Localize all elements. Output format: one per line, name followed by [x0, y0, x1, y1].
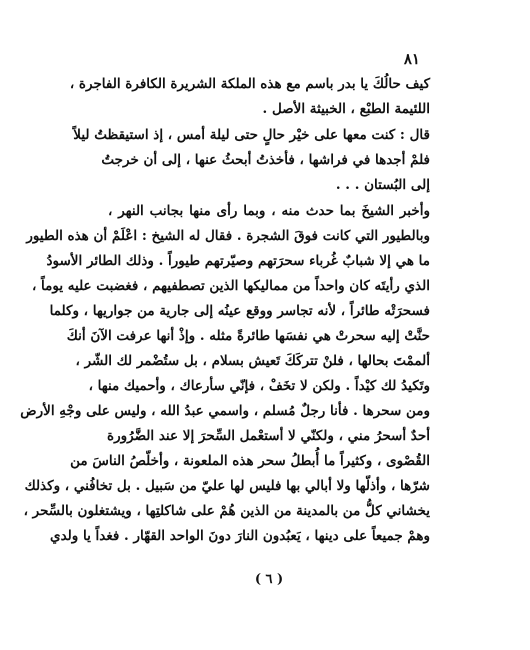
text-line: شرّها ، وأذلّها ولا أبالي بها فليس لها عليّ من سَبيل . بل تخافُني ، وكذلك [24, 478, 430, 494]
text-line: فلمْ أجدها في فراشها ، فأخذتُ أبحثُ عنها ، إلى أن خرجتُ [101, 152, 430, 168]
signature-mark: ( ٦ ) [254, 572, 284, 587]
text-line: وهمْ جميعاً على دينها ، يَعبُدون النارَ دونَ الواحد القهّار . فغداً يا ولدي [50, 528, 430, 544]
text-line: وبالطيور التي كانت فوقَ الشجرة . فقال له الشيخ : اعْلَمْ أن هذه الطيور [26, 228, 430, 244]
text-line: فسحرَتْه طائراً ، لأنه تجاسر ووقع عينُه إلى جارية من جواريها ، وكلما [49, 303, 430, 319]
text-line: الذي رأيتَه كان واحداً من مماليكها الذين تصطفيهم ، فغضبت عليه يوماً ، [31, 278, 430, 294]
paragraph-2 [73, 123, 430, 198]
text-line: إلى البُستان . . . [335, 177, 430, 193]
text-line: يخشاني كلُّ من بالمدينة من الذين هُمْ على شاكلتِها ، ويشتغلون بالسِّحر ، [23, 503, 430, 519]
text-line: وأخبر الشيخَ بما حدث منه ، وبما رأى منها بجانب النهر ، [108, 203, 430, 219]
text-line: حنَّتْ إليه سحرتْ هي نفسَها طائرةً مثله . وإذْ أنها عرفت الآنَ أنكَ [66, 328, 430, 344]
text-line: اللئيمة الطبْع ، الخبيثة الأصل . [262, 101, 430, 117]
paragraph-1 [69, 72, 430, 122]
text-line: ما هي إلا شبابٌ غُرباء سحرَتهم وصيّرتهم طيوراً . وذلك الطائر الأسودُ [46, 253, 430, 269]
text-line: ومن سحرها . فأنا رجلٌ مُسلم ، واسمي عبدُ الله ، وليس على وجْهِ الأرض [20, 403, 430, 419]
page-number: ٨١ [403, 50, 420, 68]
text-line: كيف حالُكَ يا بدر باسم مع هذه الملكة الشريرة الكافرة الفاجرة ، [69, 76, 430, 92]
text-line: أحدٌ أسحرُ مني ، ولكنّي لا أستعْمل السِّحرَ إلا عند الضَّرُورة [107, 428, 430, 444]
text-line: قال : كنت معها على خيْر حالٍ حتى ليلة أمس ، إذ استيقظتُ ليلاً [73, 127, 430, 143]
text-line: القُصْوى ، وكثيراً ما أُبطلُ سحر هذه الملعونة ، وأخلّصُ الناسَ من [70, 453, 430, 469]
paragraph-3 [20, 199, 430, 549]
text-line: وتَكيدُ لك كيْداً . ولكن لا تخَفْ ، فإنّي سأرعاك ، وأحميك منها ، [88, 378, 430, 394]
text-line: ألممْتَ بحالها ، فلنْ تتركَكَ تَعيش بسلام ، بل ستُضْمر لك الشّر ، [75, 353, 430, 369]
